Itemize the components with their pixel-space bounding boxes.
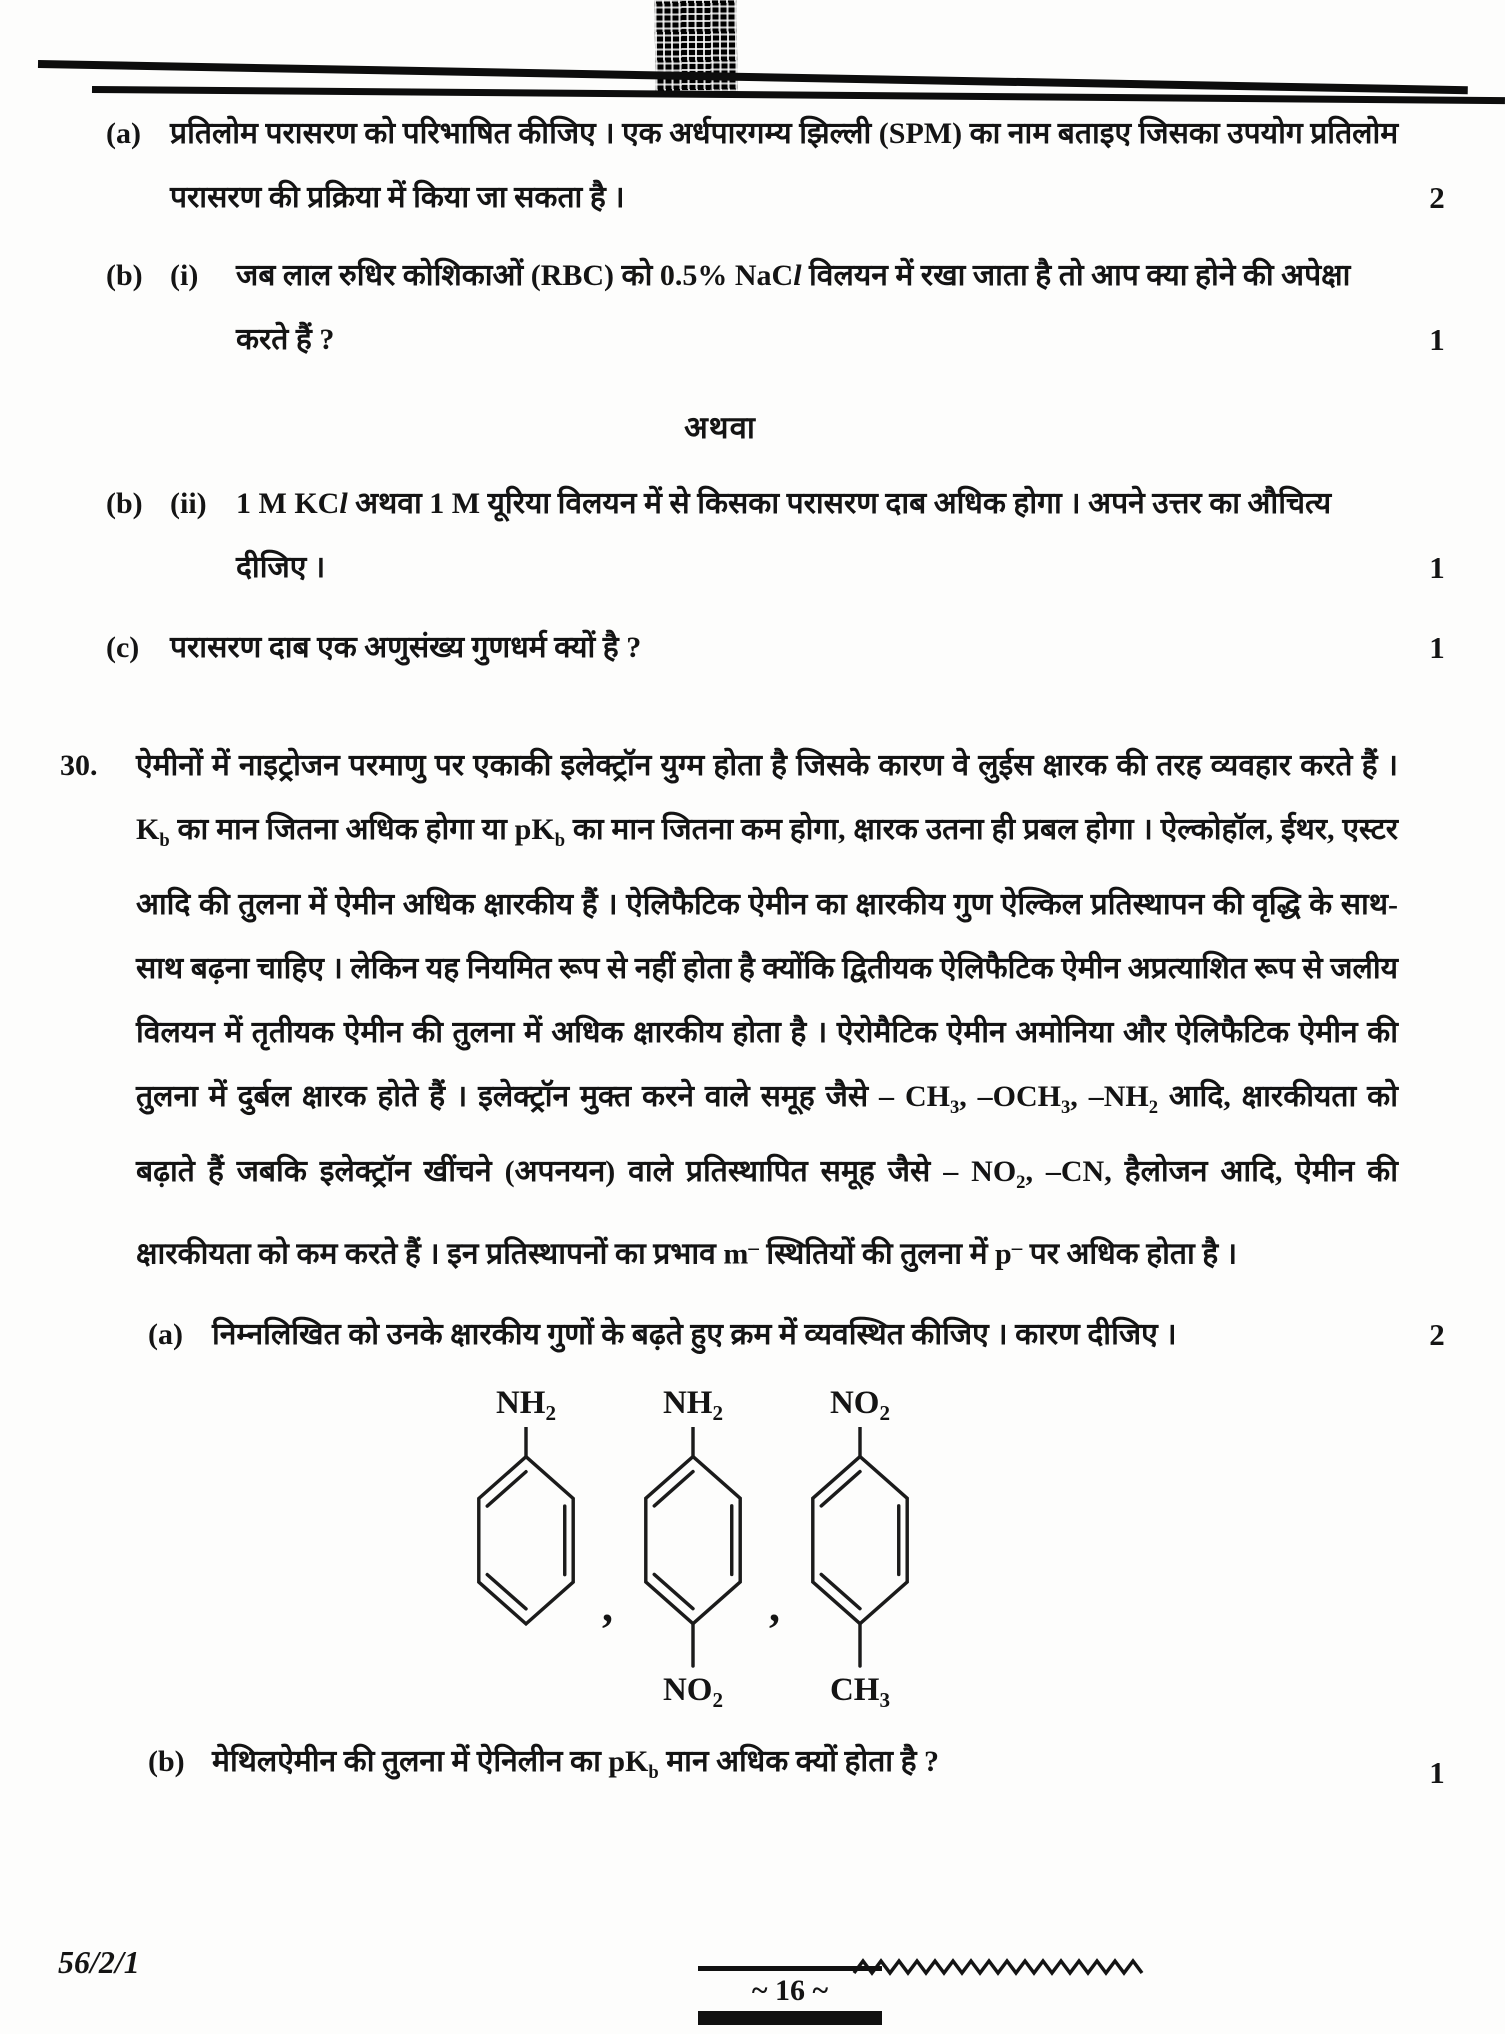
part-a-text: प्रतिलोम परासरण को परिभाषित कीजिए । एक अर्धपारगम्य झिल्ली (SPM) का नाम बताइए जिसका उपयोग प्रतिलोम परासरण की प्रक्रिया में किया जा सकता है । — [170, 117, 1399, 214]
question-part-c — [106, 616, 1470, 680]
part-sublabel-i: (i) — [170, 259, 199, 292]
part-label-c: (c) — [106, 631, 140, 664]
structure-aniline — [460, 1381, 592, 1629]
marks-30a: 2 — [1429, 1316, 1445, 1352]
part-b-ii-text: 1 M KCl अथवा 1 M यूरिया विलयन में से किसका परासरण दाब अधिक होगा । अपने उत्तर का औचित्य दीजिए । — [236, 487, 1332, 584]
or-separator: अथवा — [684, 410, 756, 445]
question-30-intro: ऐमीनों में नाइट्रोजन परमाणु पर एकाकी इलेक्ट्रॉन युग्म होता है जिसके कारण वे लुईस क्षारक की तरह व्यवहार करते हैं । $K_b$ का मान जितना अधिक होगा या $pK_b$ का मान जितना कम होगा, क्षारक उतना ही प्रबल होगा । ऐल्कोहॉल, ईथर, एस्टर आदि की तुलना में ऐमीन अधिक क्षारकीय हैं । ऐलिफैटिक ऐमीन का क्षारकीय गुण ऐल्किल प्रतिस्थापन की वृद्धि के साथ-साथ बढ़ना चाहिए । लेकिन यह नियमित रूप से नहीं होता है क्योंकि द्वितीयक ऐलिफैटिक ऐमीन अप्रत्याशित रूप से जलीय विलयन में तृतीयक ऐमीन की तुलना में अधिक क्षारकीय होता है । ऐरोमैटिक ऐमीन अमोनिया और ऐलिफैटिक ऐमीन की तुलना में दुर्बल क्षारक होते हैं । इलेक्ट्रॉन मुक्त करने वाले समूह जैसे – $CH_3$, $-OCH_3$, $-NH_2$ आदि, क्षारकीयता को बढ़ाते हैं जबकि इलेक्ट्रॉन खींचने (अपनयन) वाले प्रतिस्थापित समूह जैसे – $NO_2$, –CN, हैलोजन आदि, ऐमीन की क्षारकीयता को कम करते हैं । इन प्रतिस्थापनों का प्रभाव m– स्थितियों की तुलना में p– पर अधिक होता है । — [136, 749, 1398, 1271]
page-number-block — [698, 1966, 882, 2025]
comma-separator: , — [602, 1581, 613, 1631]
page-number: ~ 16 ~ — [751, 1974, 829, 2007]
marks-part-b-ii: 1 — [1429, 550, 1445, 585]
comma-separator: , — [769, 1581, 780, 1631]
structure-4-nitroaniline — [627, 1381, 759, 1714]
substituent-label-nh2: $NH_2$ — [495, 1384, 557, 1425]
part-label-30b: (b) — [148, 1744, 185, 1778]
question-part-b-i — [106, 244, 1470, 372]
substituent-label-no2: $NO_2$ — [829, 1384, 891, 1425]
question-part-b-ii — [106, 472, 1470, 600]
structure-4-nitrotoluene — [794, 1381, 926, 1714]
question-30-part-a — [148, 1303, 1470, 1367]
marks-30b: 1 — [1429, 1754, 1445, 1790]
part-b-i-text: जब लाल रुधिर कोशिकाओं (RBC) को 0.5% NaCl विलयन में रखा जाता है तो आप क्या होने की अपेक्षा करते हैं ? — [236, 259, 1351, 356]
benzene-ring — [634, 1427, 752, 1668]
paper-code: 56/2/1 — [58, 1944, 140, 1980]
part-30b-text: मेथिलऐमीन की तुलना में ऐनिलीन का $pK_b$ मान अधिक क्यों होता है ? — [212, 1744, 939, 1783]
marks-part-a: 2 — [1429, 180, 1445, 215]
part-sublabel-ii: (ii) — [170, 487, 207, 520]
page-number-rule-bottom — [698, 2011, 882, 2025]
benzene-ring — [467, 1427, 585, 1629]
question-part-a — [106, 102, 1470, 230]
part-c-text: परासरण दाब एक अणुसंख्य गुणधर्म क्यों है ? — [170, 631, 642, 664]
chemical-structures — [460, 1381, 1470, 1714]
part-label-b2: (b) — [106, 487, 143, 520]
substituent-label-ch3: $CH_3$ — [829, 1671, 891, 1712]
part-30a-text: निम्नलिखित को उनके क्षारकीय गुणों के बढ़ते हुए क्रम में व्यवस्थित कीजिए । कारण दीजिए । — [212, 1317, 1177, 1351]
marks-part-b-i: 1 — [1429, 322, 1445, 357]
substituent-label-no2: $NO_2$ — [662, 1671, 724, 1712]
question-30-intro-row — [60, 734, 1470, 1287]
squiggle-mark — [852, 1956, 1144, 1980]
part-label-30a: (a) — [148, 1317, 183, 1351]
substituent-label-nh2: $NH_2$ — [662, 1384, 724, 1425]
part-label-a: (a) — [106, 117, 141, 150]
part-label-b: (b) — [106, 259, 143, 292]
marks-part-c: 1 — [1429, 630, 1445, 665]
question-30-part-b — [148, 1730, 1470, 1805]
question-number: 30. — [60, 749, 98, 782]
page-content — [60, 102, 1470, 1805]
benzene-ring — [801, 1427, 919, 1668]
question-30 — [60, 734, 1470, 1805]
